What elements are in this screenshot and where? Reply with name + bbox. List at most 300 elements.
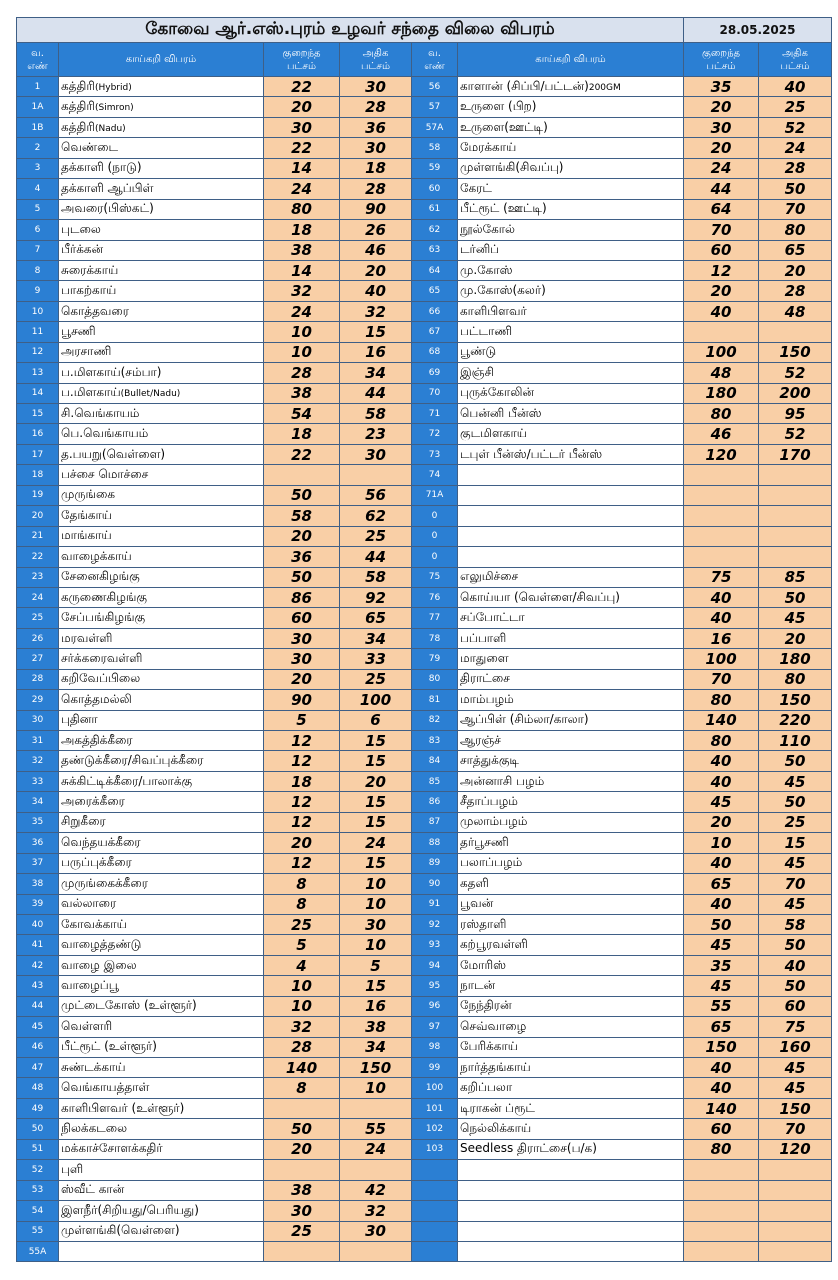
item-name bbox=[458, 444, 684, 464]
max-price: 150 bbox=[759, 342, 832, 362]
serial-number: 96 bbox=[412, 996, 458, 1016]
item-name-text: கொத்தமல்லி bbox=[61, 691, 132, 706]
item-name-text: டபுள் பீன்ஸ்/பட்டர் பீன்ஸ் bbox=[460, 446, 603, 461]
item-name-text: கறிவேப்பிலை bbox=[61, 671, 141, 686]
serial-number: 77 bbox=[412, 608, 458, 628]
item-name bbox=[458, 731, 684, 751]
price-rows bbox=[17, 77, 832, 1262]
item-name bbox=[458, 1241, 684, 1261]
max-price: 58 bbox=[340, 567, 412, 587]
table-row bbox=[17, 771, 832, 791]
serial-number: 11 bbox=[17, 322, 59, 342]
item-name bbox=[458, 138, 684, 158]
min-price: 10 bbox=[264, 322, 340, 342]
serial-number: 1B bbox=[17, 117, 59, 137]
serial-number: 55 bbox=[17, 1221, 59, 1241]
item-name-note: (Nadu) bbox=[94, 123, 126, 134]
min-price: 14 bbox=[264, 158, 340, 178]
min-price: 40 bbox=[684, 1078, 759, 1098]
serial-number: 102 bbox=[412, 1119, 458, 1139]
max-price: 58 bbox=[759, 914, 832, 934]
item-name-text: வாழைப்பூ bbox=[61, 977, 119, 992]
max-price: 30 bbox=[340, 77, 412, 97]
max-price: 5 bbox=[340, 955, 412, 975]
serial-number: 45 bbox=[17, 1017, 59, 1037]
serial-number: 69 bbox=[412, 363, 458, 383]
min-price: 60 bbox=[264, 608, 340, 628]
item-name bbox=[458, 1037, 684, 1057]
item-name-text: அன்னாசி பழம் bbox=[460, 773, 545, 788]
table-row bbox=[17, 138, 832, 158]
max-price: 18 bbox=[340, 158, 412, 178]
item-name-text: முருங்கைக்கீரை bbox=[61, 875, 148, 890]
serial-number: 46 bbox=[17, 1037, 59, 1057]
item-name bbox=[59, 649, 264, 669]
serial-number: 98 bbox=[412, 1037, 458, 1057]
item-name bbox=[59, 179, 264, 199]
serial-number bbox=[412, 1221, 458, 1241]
max-price: 30 bbox=[340, 914, 412, 934]
serial-number: 42 bbox=[17, 955, 59, 975]
item-name bbox=[59, 199, 264, 219]
serial-number: 3 bbox=[17, 158, 59, 178]
min-price: 12 bbox=[264, 751, 340, 771]
table-row bbox=[17, 547, 832, 567]
serial-number: 81 bbox=[412, 690, 458, 710]
item-name bbox=[59, 567, 264, 587]
min-price: 40 bbox=[684, 853, 759, 873]
item-name bbox=[458, 771, 684, 791]
max-price: 16 bbox=[340, 996, 412, 1016]
max-price: 26 bbox=[340, 220, 412, 240]
max-price: 24 bbox=[759, 138, 832, 158]
serial-number: 8 bbox=[17, 260, 59, 280]
serial-number: 12 bbox=[17, 342, 59, 362]
serial-number: 51 bbox=[17, 1139, 59, 1159]
min-price: 12 bbox=[264, 792, 340, 812]
serial-number: 71A bbox=[412, 485, 458, 505]
serial-number: 10 bbox=[17, 301, 59, 321]
max-price: 90 bbox=[340, 199, 412, 219]
min-price bbox=[684, 526, 759, 546]
table-row bbox=[17, 669, 832, 689]
item-name bbox=[59, 1160, 264, 1180]
min-price: 8 bbox=[264, 1078, 340, 1098]
serial-number: 100 bbox=[412, 1078, 458, 1098]
item-name bbox=[458, 955, 684, 975]
min-price: 10 bbox=[684, 833, 759, 853]
item-name bbox=[458, 649, 684, 669]
min-price: 45 bbox=[684, 935, 759, 955]
min-price: 20 bbox=[684, 138, 759, 158]
serial-number: 70 bbox=[412, 383, 458, 403]
min-price: 80 bbox=[264, 199, 340, 219]
min-price: 80 bbox=[684, 690, 759, 710]
item-name bbox=[458, 1058, 684, 1078]
max-price: 45 bbox=[759, 608, 832, 628]
item-name bbox=[59, 363, 264, 383]
serial-number: 103 bbox=[412, 1139, 458, 1159]
item-name bbox=[458, 342, 684, 362]
table-row bbox=[17, 792, 832, 812]
table-row bbox=[17, 301, 832, 321]
min-price bbox=[684, 1221, 759, 1241]
max-price: 50 bbox=[759, 587, 832, 607]
serial-number: 17 bbox=[17, 444, 59, 464]
item-name bbox=[59, 628, 264, 648]
item-name bbox=[59, 669, 264, 689]
serial-number: 29 bbox=[17, 690, 59, 710]
item-name-text: பருப்புக்கீரை bbox=[61, 855, 132, 870]
item-name-text: வெங்காயத்தாள் bbox=[61, 1080, 150, 1095]
item-name bbox=[59, 1180, 264, 1200]
table-row bbox=[17, 1180, 832, 1200]
item-name bbox=[458, 608, 684, 628]
item-name bbox=[59, 506, 264, 526]
table-row bbox=[17, 874, 832, 894]
item-name-text: நார்த்தங்காய் bbox=[460, 1059, 531, 1074]
item-name bbox=[458, 1201, 684, 1221]
item-name bbox=[59, 792, 264, 812]
item-name-text: பாகற்காய் bbox=[61, 283, 117, 298]
serial-number: 0 bbox=[412, 547, 458, 567]
min-price bbox=[264, 1098, 340, 1118]
min-price: 18 bbox=[264, 424, 340, 444]
max-price: 150 bbox=[340, 1058, 412, 1078]
price-table bbox=[16, 17, 832, 1262]
serial-number: 13 bbox=[17, 363, 59, 383]
max-price: 25 bbox=[759, 97, 832, 117]
min-price: 20 bbox=[264, 526, 340, 546]
item-name-text: பூண்டு bbox=[460, 344, 497, 359]
table-row bbox=[17, 976, 832, 996]
serial-number: 16 bbox=[17, 424, 59, 444]
min-price: 35 bbox=[684, 77, 759, 97]
min-price: 20 bbox=[264, 669, 340, 689]
min-price: 60 bbox=[684, 1119, 759, 1139]
min-price: 5 bbox=[264, 935, 340, 955]
max-price: 45 bbox=[759, 853, 832, 873]
item-name bbox=[458, 935, 684, 955]
max-price: 180 bbox=[759, 649, 832, 669]
max-price: 70 bbox=[759, 874, 832, 894]
min-price: 80 bbox=[684, 731, 759, 751]
table-row bbox=[17, 1037, 832, 1057]
item-name bbox=[59, 914, 264, 934]
max-price: 23 bbox=[340, 424, 412, 444]
serial-number: 36 bbox=[17, 833, 59, 853]
item-name bbox=[59, 322, 264, 342]
min-price: 64 bbox=[684, 199, 759, 219]
item-name bbox=[458, 117, 684, 137]
sheet-date: 28.05.2025 bbox=[684, 18, 832, 43]
max-price bbox=[340, 1241, 412, 1261]
table-row bbox=[17, 690, 832, 710]
max-price: 28 bbox=[340, 97, 412, 117]
max-price: 38 bbox=[340, 1017, 412, 1037]
max-price: 28 bbox=[340, 179, 412, 199]
serial-number: 18 bbox=[17, 465, 59, 485]
item-name-text: கேரட் bbox=[460, 180, 492, 195]
serial-number: 72 bbox=[412, 424, 458, 444]
item-name bbox=[59, 690, 264, 710]
max-price: 56 bbox=[340, 485, 412, 505]
item-name-text: புடலை bbox=[61, 221, 101, 236]
item-name-text: முட்டைகோஸ் (உள்ளூர்) bbox=[61, 998, 197, 1013]
serial-number: 4 bbox=[17, 179, 59, 199]
min-price: 100 bbox=[684, 649, 759, 669]
min-price: 35 bbox=[684, 955, 759, 975]
max-price: 100 bbox=[340, 690, 412, 710]
serial-number bbox=[412, 1160, 458, 1180]
min-price bbox=[264, 1241, 340, 1261]
min-price: 25 bbox=[264, 914, 340, 934]
table-row bbox=[17, 628, 832, 648]
min-price: 28 bbox=[264, 1037, 340, 1057]
item-name-text: சப்போட்டா bbox=[460, 610, 525, 625]
item-name bbox=[59, 1119, 264, 1139]
item-name-text: புருக்கோலின் bbox=[460, 385, 535, 400]
item-name-text: மாதுளை bbox=[460, 650, 509, 665]
min-price: 30 bbox=[264, 117, 340, 137]
min-header-line1: குறைந்த bbox=[282, 47, 321, 59]
max-price: 65 bbox=[759, 240, 832, 260]
item-name-text: அகத்திக்கீரை bbox=[61, 732, 133, 747]
max-price: 15 bbox=[340, 322, 412, 342]
item-name bbox=[59, 158, 264, 178]
max-price: 150 bbox=[759, 1098, 832, 1118]
max-price: 34 bbox=[340, 628, 412, 648]
item-name-text: ஆப்பிள் (சிம்லா/காலா) bbox=[460, 712, 589, 727]
serial-number: 5 bbox=[17, 199, 59, 219]
item-name-text: பூவன் bbox=[460, 896, 494, 911]
serial-number: 55A bbox=[17, 1241, 59, 1261]
item-name-text: சேனைகிழங்கு bbox=[61, 569, 140, 584]
serial-number: 88 bbox=[412, 833, 458, 853]
item-name bbox=[458, 199, 684, 219]
item-name bbox=[59, 1037, 264, 1057]
max-price: 6 bbox=[340, 710, 412, 730]
item-name-text: பச்சை மொச்சை bbox=[61, 467, 149, 482]
min-price: 30 bbox=[264, 649, 340, 669]
table-row bbox=[17, 710, 832, 730]
item-name bbox=[458, 506, 684, 526]
table-row bbox=[17, 465, 832, 485]
serial-number: 39 bbox=[17, 894, 59, 914]
item-name bbox=[458, 547, 684, 567]
item-name bbox=[59, 587, 264, 607]
min-price: 100 bbox=[684, 342, 759, 362]
max-header-line1: அதிக bbox=[782, 47, 808, 59]
min-price: 10 bbox=[264, 342, 340, 362]
table-row bbox=[17, 363, 832, 383]
item-name-text: கொய்யா (வெள்ளை/சிவப்பு) bbox=[460, 589, 620, 604]
item-name bbox=[59, 710, 264, 730]
item-name bbox=[59, 976, 264, 996]
max-price bbox=[340, 1160, 412, 1180]
item-name bbox=[59, 465, 264, 485]
serial-number: 35 bbox=[17, 812, 59, 832]
max-price: 58 bbox=[340, 404, 412, 424]
item-name bbox=[458, 179, 684, 199]
serial-number: 1 bbox=[17, 77, 59, 97]
title-row bbox=[17, 18, 832, 43]
serial-number: 37 bbox=[17, 853, 59, 873]
serial-number: 68 bbox=[412, 342, 458, 362]
serial-number: 24 bbox=[17, 587, 59, 607]
item-name bbox=[59, 1098, 264, 1118]
serial-number: 34 bbox=[17, 792, 59, 812]
item-name-text: ஆரஞ்ச் bbox=[460, 732, 501, 747]
max-price: 24 bbox=[340, 1139, 412, 1159]
item-name-text: சீதாப்பழம் bbox=[460, 794, 518, 809]
item-name bbox=[59, 97, 264, 117]
serial-number: 21 bbox=[17, 526, 59, 546]
max-price: 70 bbox=[759, 199, 832, 219]
table-row bbox=[17, 751, 832, 771]
serial-header bbox=[412, 43, 458, 77]
max-price: 52 bbox=[759, 117, 832, 137]
serial-number: 82 bbox=[412, 710, 458, 730]
item-name-text: செவ்வாழை bbox=[460, 1018, 527, 1033]
item-name-text: பெ.வெங்காயம் bbox=[61, 426, 149, 441]
price-sheet bbox=[16, 17, 831, 1262]
min-price: 50 bbox=[264, 1119, 340, 1139]
min-price: 20 bbox=[264, 1139, 340, 1159]
item-name bbox=[59, 874, 264, 894]
max-price: 20 bbox=[340, 260, 412, 280]
item-name-text: ப.மிளகாய் bbox=[61, 385, 121, 400]
min-price: 40 bbox=[684, 608, 759, 628]
max-price: 220 bbox=[759, 710, 832, 730]
item-name-text: திராட்சை bbox=[460, 671, 510, 686]
max-price-header bbox=[759, 43, 832, 77]
max-price: 42 bbox=[340, 1180, 412, 1200]
item-name bbox=[458, 833, 684, 853]
item-name bbox=[458, 751, 684, 771]
min-price: 150 bbox=[684, 1037, 759, 1057]
item-header: காய்கறி விபரம் bbox=[458, 43, 684, 77]
item-name-text: பென்னி பீன்ஸ் bbox=[460, 405, 542, 420]
serial-number: 33 bbox=[17, 771, 59, 791]
max-price bbox=[759, 322, 832, 342]
item-name-text: தக்காளி ஆப்பிள் bbox=[61, 180, 154, 195]
table-row bbox=[17, 1058, 832, 1078]
item-name-text: நேந்திரன் bbox=[460, 998, 512, 1013]
max-price: 16 bbox=[340, 342, 412, 362]
max-price bbox=[759, 1241, 832, 1261]
item-name bbox=[458, 220, 684, 240]
max-price: 36 bbox=[340, 117, 412, 137]
item-name-text: மாம்பழம் bbox=[460, 691, 514, 706]
min-price: 55 bbox=[684, 996, 759, 1016]
item-name-note: (Bullet/Nadu) bbox=[120, 389, 181, 400]
item-name bbox=[458, 485, 684, 505]
serial-header-line1: வ. bbox=[428, 47, 441, 59]
min-price: 75 bbox=[684, 567, 759, 587]
item-name bbox=[59, 117, 264, 137]
item-name bbox=[59, 935, 264, 955]
table-row bbox=[17, 955, 832, 975]
max-price: 70 bbox=[759, 1119, 832, 1139]
table-row bbox=[17, 424, 832, 444]
table-row bbox=[17, 1119, 832, 1139]
min-price: 20 bbox=[684, 281, 759, 301]
max-price: 15 bbox=[340, 792, 412, 812]
max-price bbox=[340, 1098, 412, 1118]
item-name bbox=[59, 1221, 264, 1241]
serial-number: 99 bbox=[412, 1058, 458, 1078]
item-name-text: சாத்துக்குடி bbox=[460, 753, 519, 768]
item-name bbox=[59, 240, 264, 260]
min-price: 70 bbox=[684, 220, 759, 240]
serial-number: 57A bbox=[412, 117, 458, 137]
item-name bbox=[59, 547, 264, 567]
max-price bbox=[759, 547, 832, 567]
serial-number: 2 bbox=[17, 138, 59, 158]
item-name-text: குடமிளகாய் bbox=[460, 426, 528, 441]
max-price: 28 bbox=[759, 158, 832, 178]
min-price: 40 bbox=[684, 587, 759, 607]
min-price: 24 bbox=[264, 179, 340, 199]
max-price: 52 bbox=[759, 363, 832, 383]
item-name bbox=[59, 1241, 264, 1261]
item-name bbox=[458, 1180, 684, 1200]
item-name-text: சுண்டக்காய் bbox=[61, 1059, 126, 1074]
max-price: 150 bbox=[759, 690, 832, 710]
item-name bbox=[458, 404, 684, 424]
item-name bbox=[458, 567, 684, 587]
item-name-text: இஞ்சி bbox=[460, 364, 494, 379]
item-name-text: சுக்கிட்டிக்கீரை/பாலாக்கு bbox=[61, 773, 193, 788]
serial-number: 86 bbox=[412, 792, 458, 812]
max-price: 40 bbox=[759, 77, 832, 97]
item-name bbox=[59, 424, 264, 444]
max-price: 15 bbox=[340, 853, 412, 873]
min-price: 30 bbox=[264, 1201, 340, 1221]
table-row bbox=[17, 485, 832, 505]
max-price: 32 bbox=[340, 1201, 412, 1221]
table-row bbox=[17, 649, 832, 669]
min-price bbox=[684, 1201, 759, 1221]
table-row bbox=[17, 833, 832, 853]
max-price: 15 bbox=[340, 976, 412, 996]
max-price: 55 bbox=[340, 1119, 412, 1139]
serial-header-line2: எண் bbox=[27, 60, 48, 72]
item-name bbox=[59, 526, 264, 546]
min-price: 20 bbox=[684, 812, 759, 832]
max-price: 25 bbox=[340, 669, 412, 689]
min-price: 40 bbox=[684, 771, 759, 791]
item-name bbox=[458, 526, 684, 546]
serial-number: 92 bbox=[412, 914, 458, 934]
item-name-text: அரசாணி bbox=[61, 344, 112, 359]
min-price: 44 bbox=[684, 179, 759, 199]
min-price-header bbox=[264, 43, 340, 77]
serial-number: 49 bbox=[17, 1098, 59, 1118]
min-price: 46 bbox=[684, 424, 759, 444]
min-price: 40 bbox=[684, 1058, 759, 1078]
min-price: 8 bbox=[264, 874, 340, 894]
serial-number: 56 bbox=[412, 77, 458, 97]
max-price: 48 bbox=[759, 301, 832, 321]
min-price: 65 bbox=[684, 874, 759, 894]
max-price: 32 bbox=[340, 301, 412, 321]
max-price: 10 bbox=[340, 874, 412, 894]
max-price: 10 bbox=[340, 1078, 412, 1098]
serial-number: 7 bbox=[17, 240, 59, 260]
item-name-text: பூசணி bbox=[61, 323, 96, 338]
